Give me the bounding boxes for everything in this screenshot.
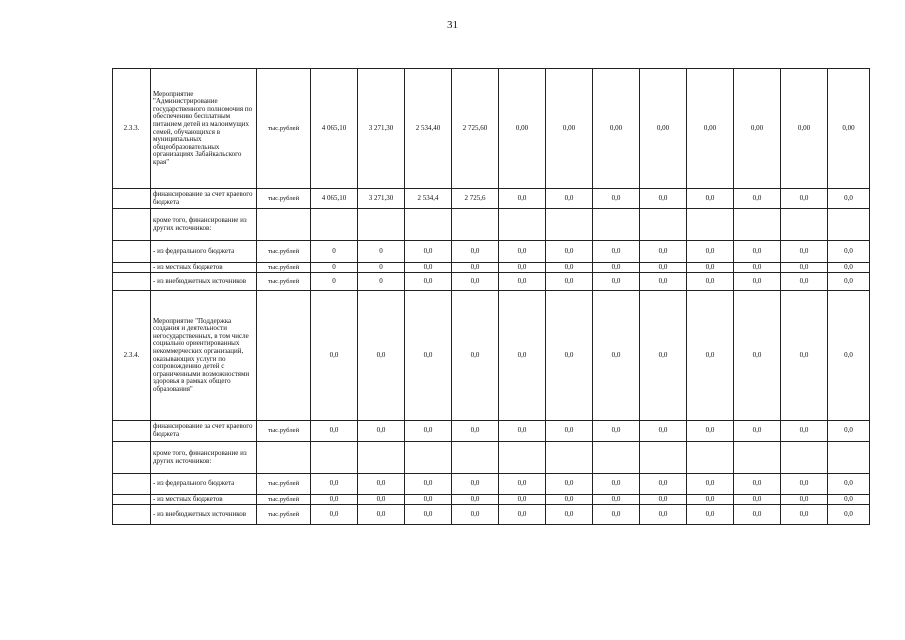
value-cell: 0,0: [640, 505, 687, 525]
value-cell: 2 534,4: [405, 189, 452, 209]
value-cell: [405, 442, 452, 474]
row-code: [113, 474, 151, 495]
value-cell: 0,0: [687, 189, 734, 209]
value-cell: 0: [358, 241, 405, 263]
row-unit: [257, 209, 311, 241]
value-cell: 0,0: [734, 505, 781, 525]
row-unit: тыс.рублей: [257, 69, 311, 189]
value-cell: 0,0: [687, 505, 734, 525]
value-cell: [828, 209, 870, 241]
value-cell: 0,0: [640, 241, 687, 263]
value-cell: 0,0: [358, 474, 405, 495]
value-cell: [781, 442, 828, 474]
row-code: [113, 273, 151, 291]
value-cell: 0: [311, 263, 358, 273]
value-cell: 0,0: [734, 474, 781, 495]
value-cell: 0: [311, 273, 358, 291]
value-cell: 0,0: [546, 421, 593, 442]
value-cell: 0,0: [405, 505, 452, 525]
value-cell: [734, 209, 781, 241]
value-cell: 0,0: [452, 495, 499, 505]
value-cell: 0,0: [593, 273, 640, 291]
row-unit: тыс.рублей: [257, 189, 311, 209]
value-cell: [499, 209, 546, 241]
value-cell: 0,0: [499, 474, 546, 495]
value-cell: [311, 209, 358, 241]
value-cell: 0,0: [405, 241, 452, 263]
budget-table: [112, 68, 870, 525]
row-description: - из внебюджетных источников: [151, 273, 257, 291]
table-row: [113, 273, 870, 291]
value-cell: 0,0: [781, 291, 828, 421]
table-row: [113, 263, 870, 273]
value-cell: 0: [358, 263, 405, 273]
table-row: [113, 291, 870, 421]
value-cell: 0,0: [311, 474, 358, 495]
value-cell: 0,0: [311, 505, 358, 525]
row-code: [113, 505, 151, 525]
value-cell: 0,0: [734, 421, 781, 442]
value-cell: 0,0: [640, 421, 687, 442]
value-cell: 0,0: [593, 263, 640, 273]
value-cell: 0,0: [546, 495, 593, 505]
row-unit: тыс.рублей: [257, 495, 311, 505]
value-cell: 0,0: [358, 421, 405, 442]
value-cell: [781, 209, 828, 241]
value-cell: 0,0: [405, 263, 452, 273]
row-code: [113, 209, 151, 241]
value-cell: [640, 442, 687, 474]
value-cell: [358, 442, 405, 474]
value-cell: 0,0: [781, 273, 828, 291]
value-cell: 0,0: [546, 189, 593, 209]
value-cell: 4 065,10: [311, 189, 358, 209]
value-cell: [452, 442, 499, 474]
value-cell: 0,0: [687, 241, 734, 263]
value-cell: 0,0: [828, 291, 870, 421]
value-cell: 0,0: [311, 291, 358, 421]
table-row: [113, 495, 870, 505]
row-code: [113, 263, 151, 273]
value-cell: 0,0: [499, 189, 546, 209]
value-cell: 0: [311, 241, 358, 263]
table-row: [113, 241, 870, 263]
value-cell: 0,0: [781, 505, 828, 525]
table-row: [113, 421, 870, 442]
value-cell: 0,00: [593, 69, 640, 189]
value-cell: 0,0: [781, 241, 828, 263]
value-cell: 0,0: [734, 291, 781, 421]
row-unit: тыс.рублей: [257, 421, 311, 442]
table-row: [113, 189, 870, 209]
value-cell: 3 271,30: [358, 69, 405, 189]
value-cell: 0,0: [358, 505, 405, 525]
value-cell: 0,0: [593, 474, 640, 495]
row-description: - из внебюджетных источников: [151, 505, 257, 525]
value-cell: 0,00: [828, 69, 870, 189]
value-cell: 0,0: [734, 241, 781, 263]
value-cell: 0,00: [640, 69, 687, 189]
value-cell: 0,0: [499, 241, 546, 263]
value-cell: 4 065,10: [311, 69, 358, 189]
value-cell: 0,0: [546, 474, 593, 495]
value-cell: [593, 442, 640, 474]
value-cell: 0,0: [311, 421, 358, 442]
value-cell: 0,0: [640, 273, 687, 291]
row-description: кроме того, финансирование из других источников:: [151, 209, 257, 241]
value-cell: 0,0: [452, 241, 499, 263]
value-cell: 0,0: [828, 421, 870, 442]
row-unit: тыс.рублей: [257, 263, 311, 273]
page-number: 31: [447, 19, 458, 31]
table-row: [113, 442, 870, 474]
value-cell: 0,0: [593, 241, 640, 263]
value-cell: 0,0: [734, 495, 781, 505]
row-code: [113, 241, 151, 263]
value-cell: 0,0: [593, 291, 640, 421]
value-cell: 0,0: [593, 189, 640, 209]
table-row: [113, 209, 870, 241]
value-cell: [593, 209, 640, 241]
row-code: [113, 189, 151, 209]
value-cell: 0,0: [734, 273, 781, 291]
value-cell: 0,0: [405, 291, 452, 421]
value-cell: [640, 209, 687, 241]
row-unit: тыс.рублей: [257, 273, 311, 291]
row-description: финансирование за счет краевого бюджета: [151, 421, 257, 442]
row-description: Мероприятие "Поддержка создания и деятельности негосударственных, в том числе социально ориентированных некоммерческих организаций, оказывающих услуги по сопровождению детей с ограниченными возможностями здоровья в рамках общего образования": [151, 291, 257, 421]
row-unit: [257, 442, 311, 474]
value-cell: 0,0: [781, 263, 828, 273]
value-cell: 0,0: [828, 495, 870, 505]
value-cell: 0,0: [452, 421, 499, 442]
row-description: - из местных бюджетов: [151, 495, 257, 505]
value-cell: [687, 209, 734, 241]
value-cell: 0,0: [781, 495, 828, 505]
row-code: 2.3.3.: [113, 69, 151, 189]
value-cell: 0,0: [828, 505, 870, 525]
row-code: 2.3.4.: [113, 291, 151, 421]
value-cell: 0,0: [452, 291, 499, 421]
value-cell: 0,0: [687, 273, 734, 291]
value-cell: 0,0: [452, 505, 499, 525]
value-cell: [358, 209, 405, 241]
value-cell: 0,00: [546, 69, 593, 189]
value-cell: 0,0: [828, 241, 870, 263]
value-cell: 0,00: [687, 69, 734, 189]
value-cell: 0,0: [405, 273, 452, 291]
value-cell: [499, 442, 546, 474]
value-cell: 0,0: [640, 495, 687, 505]
value-cell: 0,0: [640, 189, 687, 209]
row-description: финансирование за счет краевого бюджета: [151, 189, 257, 209]
value-cell: 0,0: [593, 495, 640, 505]
row-description: - из федерального бюджета: [151, 474, 257, 495]
value-cell: 0: [358, 273, 405, 291]
value-cell: 0,0: [546, 263, 593, 273]
value-cell: 0,0: [358, 495, 405, 505]
value-cell: 3 271,30: [358, 189, 405, 209]
value-cell: [311, 442, 358, 474]
value-cell: 0,0: [546, 241, 593, 263]
value-cell: 0,0: [828, 263, 870, 273]
value-cell: [405, 209, 452, 241]
value-cell: 0,0: [640, 291, 687, 421]
row-unit: [257, 291, 311, 421]
value-cell: 0,0: [781, 189, 828, 209]
value-cell: 0,0: [640, 263, 687, 273]
row-description: кроме того, финансирование из других источников:: [151, 442, 257, 474]
value-cell: 0,0: [546, 291, 593, 421]
value-cell: 2 725,6: [452, 189, 499, 209]
value-cell: 0,0: [499, 291, 546, 421]
value-cell: [452, 209, 499, 241]
row-unit: тыс.рублей: [257, 241, 311, 263]
value-cell: 0,0: [781, 421, 828, 442]
value-cell: 0,0: [499, 495, 546, 505]
value-cell: 0,0: [828, 273, 870, 291]
value-cell: 0,0: [499, 505, 546, 525]
value-cell: 0,0: [452, 273, 499, 291]
value-cell: 2 534,40: [405, 69, 452, 189]
value-cell: [734, 442, 781, 474]
value-cell: [687, 442, 734, 474]
row-description: - из федерального бюджета: [151, 241, 257, 263]
value-cell: 0,00: [734, 69, 781, 189]
value-cell: 0,0: [499, 263, 546, 273]
value-cell: 0,0: [687, 263, 734, 273]
value-cell: 0,00: [781, 69, 828, 189]
value-cell: 0,0: [734, 189, 781, 209]
value-cell: 0,0: [687, 495, 734, 505]
value-cell: 0,0: [405, 495, 452, 505]
value-cell: 0,0: [687, 291, 734, 421]
value-cell: 0,0: [640, 474, 687, 495]
row-description: Мероприятие "Администрирование государственного полномочия по обеспечению бесплатным питанием детей из малоимущих семей, обучающихся в муниципальных общеобразовательных организациях Забайкальского края": [151, 69, 257, 189]
value-cell: 0,0: [405, 474, 452, 495]
row-unit: тыс.рублей: [257, 505, 311, 525]
row-code: [113, 442, 151, 474]
value-cell: 0,0: [546, 273, 593, 291]
value-cell: [546, 442, 593, 474]
value-cell: 0,0: [828, 474, 870, 495]
value-cell: 0,0: [358, 291, 405, 421]
value-cell: 0,0: [734, 263, 781, 273]
value-cell: 0,0: [405, 421, 452, 442]
value-cell: 0,0: [452, 474, 499, 495]
value-cell: 0,0: [499, 273, 546, 291]
value-cell: 0,0: [452, 263, 499, 273]
table-row: [113, 505, 870, 525]
row-code: [113, 421, 151, 442]
value-cell: 0,0: [781, 474, 828, 495]
table-row: [113, 474, 870, 495]
value-cell: 0,0: [546, 505, 593, 525]
table-row: [113, 69, 870, 189]
value-cell: 0,0: [828, 189, 870, 209]
value-cell: 0,0: [311, 495, 358, 505]
row-unit: тыс.рублей: [257, 474, 311, 495]
row-code: [113, 495, 151, 505]
value-cell: 0,0: [687, 474, 734, 495]
value-cell: 2 725,60: [452, 69, 499, 189]
value-cell: 0,00: [499, 69, 546, 189]
value-cell: 0,0: [499, 421, 546, 442]
value-cell: [828, 442, 870, 474]
value-cell: [546, 209, 593, 241]
row-description: - из местных бюджетов: [151, 263, 257, 273]
value-cell: 0,0: [687, 421, 734, 442]
value-cell: 0,0: [593, 505, 640, 525]
value-cell: 0,0: [593, 421, 640, 442]
